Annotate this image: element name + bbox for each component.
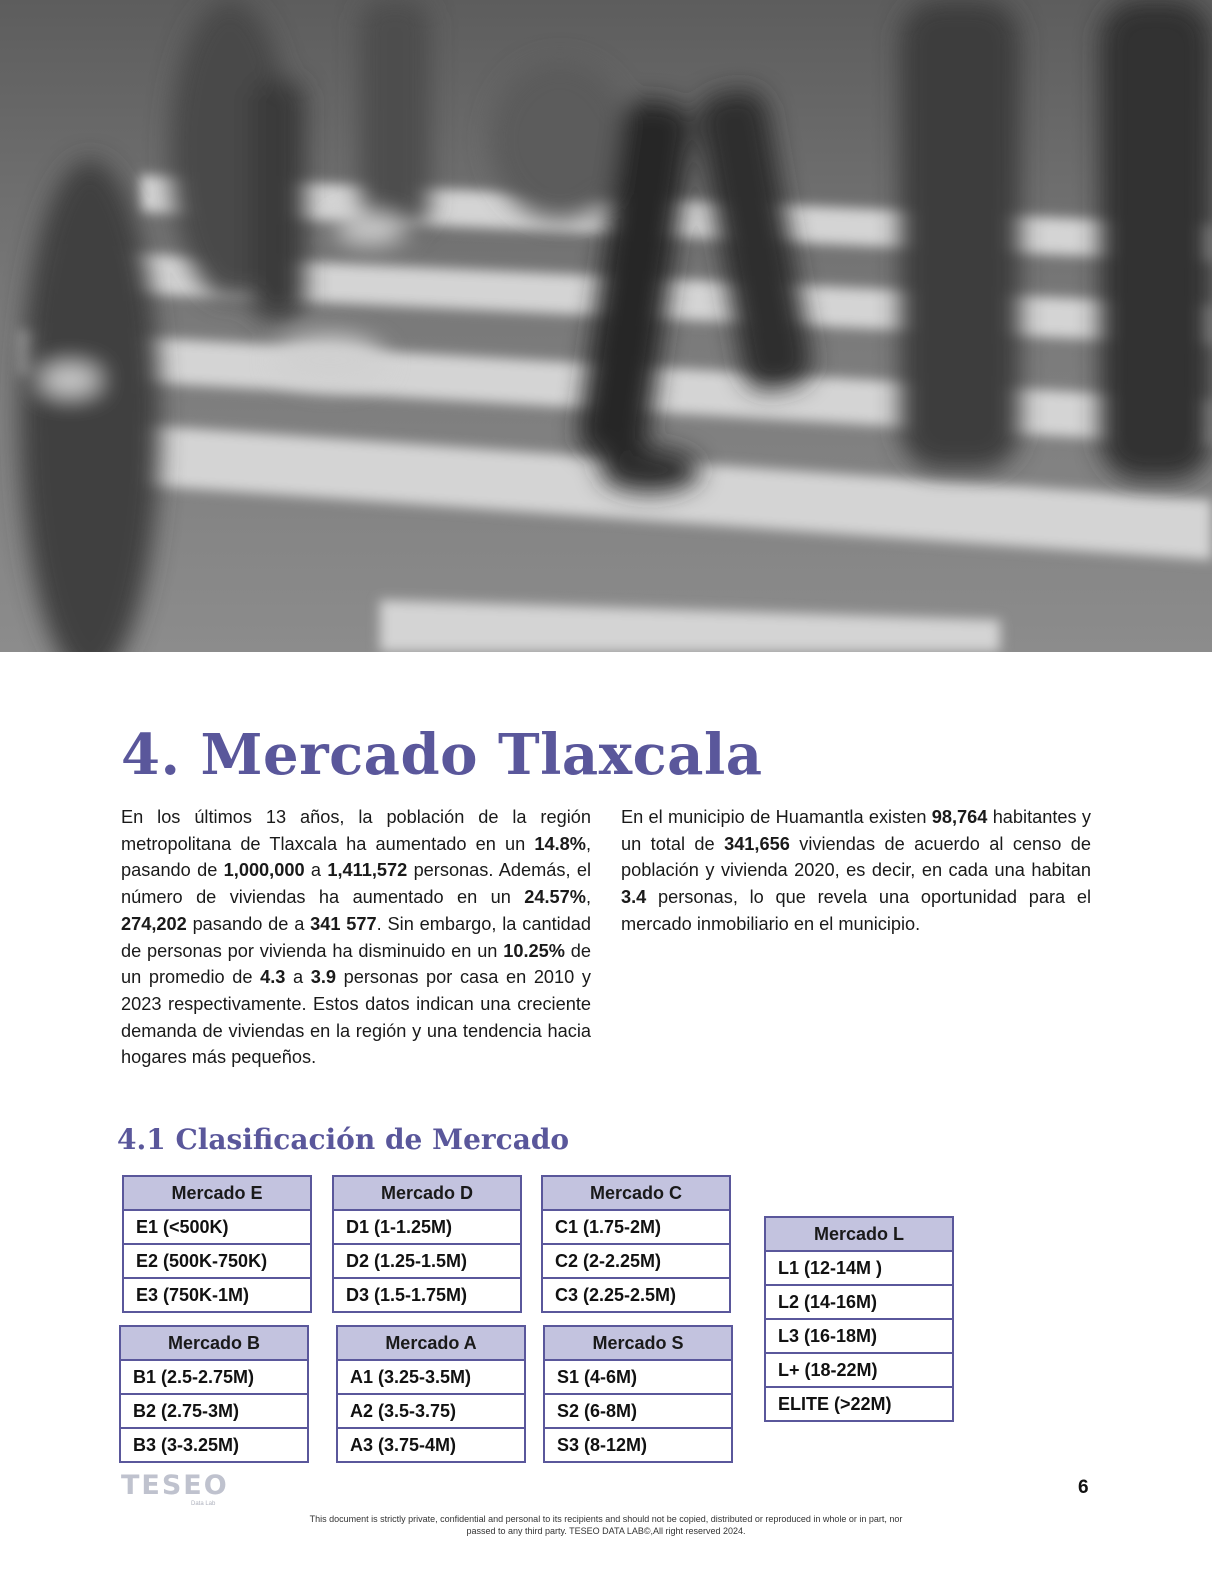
hero-photo [0, 0, 1212, 652]
text-segment: a [304, 860, 328, 881]
market-table-row: B3 (3-3.25M) [121, 1427, 307, 1461]
market-table-l [764, 1216, 954, 1422]
market-table-header: Mercado B [121, 1327, 307, 1359]
market-table-row: L3 (16-18M) [766, 1318, 952, 1352]
bold-figure: 1,411,572 [327, 860, 408, 881]
market-table-row: D2 (1.25-1.5M) [334, 1243, 520, 1277]
paragraph-left [121, 804, 591, 1071]
market-table-row: L+ (18-22M) [766, 1352, 952, 1386]
text-segment: En los últimos 13 años, la población de la región metropolitana de Tlaxcala ha aumentado en un [121, 807, 591, 854]
text-segment: En el municipio de Huamantla existen [621, 807, 932, 827]
text-segment: personas, lo que revela una oportunidad para el mercado inmobiliario en el municipio. [621, 887, 1091, 934]
text-segment: , pasando de [121, 833, 591, 881]
market-table-header: Mercado A [338, 1327, 524, 1359]
bold-figure: 4.3 [260, 967, 286, 988]
market-table-b [119, 1325, 309, 1463]
market-table-row: E3 (750K-1M) [124, 1277, 310, 1311]
market-table-d [332, 1175, 522, 1313]
bold-figure: 98,764 [931, 807, 988, 827]
text-segment: personas por casa en 2010 y 2023 respectivamente. Estos datos indican una creciente demanda de viviendas en la región y una tendencia hacia hogares más pequeños. [121, 967, 591, 1068]
market-table-row: B1 (2.5-2.75M) [121, 1359, 307, 1393]
paragraph-right [621, 804, 1091, 938]
market-table-row: C2 (2-2.25M) [543, 1243, 729, 1277]
market-table-c [541, 1175, 731, 1313]
market-table-row: S3 (8-12M) [545, 1427, 731, 1461]
teseo-logo [121, 1470, 229, 1507]
page-title: 4. Mercado Tlaxcala [121, 722, 763, 788]
market-table-row: D3 (1.5-1.75M) [334, 1277, 520, 1311]
market-table-row: C1 (1.75-2M) [543, 1209, 729, 1243]
bold-figure: 3.9 [310, 967, 337, 988]
market-table-row: A1 (3.25-3.5M) [338, 1359, 524, 1393]
market-table-header: Mercado E [124, 1177, 310, 1209]
market-table-s [543, 1325, 733, 1463]
market-table-a [336, 1325, 526, 1463]
bold-figure: 10.25% [503, 940, 565, 961]
bold-figure: 3.4 [621, 887, 647, 908]
text-segment: viviendas de acuerdo al censo de población y vivienda 2020, es decir, en cada una habitan [621, 833, 1091, 881]
text-segment: a [285, 967, 311, 988]
text-segment: habitantes y un total de [621, 807, 1092, 854]
market-table-row: S2 (6-8M) [545, 1393, 731, 1427]
market-table-row: E2 (500K-750K) [124, 1243, 310, 1277]
market-table-row: A3 (3.75-4M) [338, 1427, 524, 1461]
market-table-row: C3 (2.25-2.5M) [543, 1277, 729, 1311]
market-table-row: B2 (2.75-3M) [121, 1393, 307, 1427]
section-subtitle: 4.1 Clasificación de Mercado [117, 1123, 570, 1156]
bold-figure: 341,656 [724, 833, 790, 854]
bold-figure: 274,202 [121, 913, 187, 934]
market-table-row: L1 (12-14M ) [766, 1250, 952, 1284]
text-segment: . Sin embargo, la cantidad de personas por vivienda ha disminuido en un [121, 913, 592, 961]
market-table-row: S1 (4-6M) [545, 1359, 731, 1393]
market-table-header: Mercado S [545, 1327, 731, 1359]
market-table-header: Mercado L [766, 1218, 952, 1250]
market-table-row: L2 (14-16M) [766, 1284, 952, 1318]
bold-figure: 1,000,000 [223, 860, 305, 881]
confidentiality-disclaimer: This document is strictly private, confidential and personal to its recipients and should not be copied, distributed or reproduced in whole or in part, nor passed to any third party. TESEO DATA LAB©,All right reserved 2024. [309, 1514, 903, 1536]
text-segment: , [585, 887, 591, 908]
text-segment: personas. Además, el número de viviendas ha aumentado en un [121, 860, 591, 908]
market-table-row: ELITE (>22M) [766, 1386, 952, 1420]
market-table-row: D1 (1-1.25M) [334, 1209, 520, 1243]
market-table-row: A2 (3.5-3.75) [338, 1393, 524, 1427]
text-segment: pasando de a [186, 913, 311, 934]
market-table-header: Mercado C [543, 1177, 729, 1209]
bold-figure: 14.8% [534, 833, 586, 854]
market-table-header: Mercado D [334, 1177, 520, 1209]
logo-subtext: Data Lab [191, 1501, 216, 1507]
bold-figure: 341 577 [310, 913, 377, 934]
logo-text: TESEO [121, 1470, 229, 1501]
bold-figure: 24.57% [524, 887, 586, 908]
market-table-e [122, 1175, 312, 1313]
text-segment: de un promedio de [121, 940, 591, 988]
market-table-row: E1 (<500K) [124, 1209, 310, 1243]
page-number: 6 [1078, 1477, 1089, 1498]
